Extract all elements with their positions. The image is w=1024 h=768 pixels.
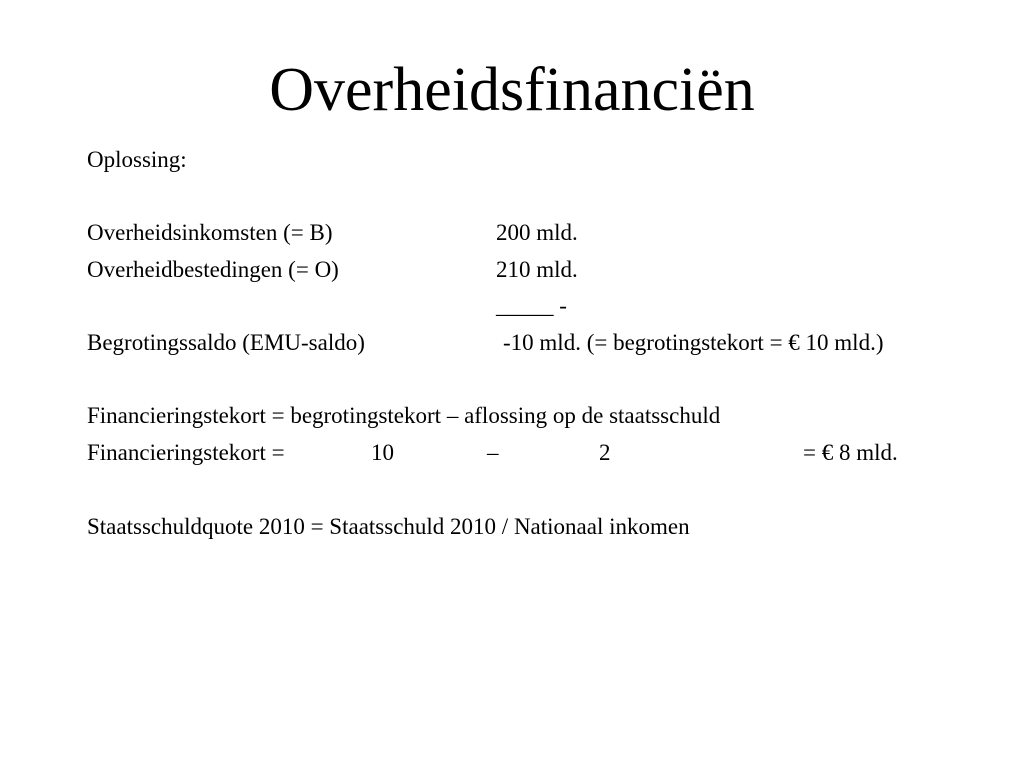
balance-label: Begrotingssaldo (EMU-saldo): [87, 330, 365, 355]
financing-calc-result: = € 8 mld.: [803, 440, 898, 465]
intro-text: Oplossing:: [87, 147, 187, 172]
debt-ratio-formula: Staatsschuldquote 2010 = Staatsschuld 2010 / Nationaal inkomen: [87, 514, 690, 539]
subtraction-line: _____ -: [496, 293, 567, 318]
spending-value: 210 mld.: [496, 257, 578, 282]
financing-calc-second: 2: [599, 440, 611, 465]
income-value: 200 mld.: [496, 220, 578, 245]
financing-calc-label: Financieringstekort =: [87, 440, 285, 465]
financing-calc-operator: –: [487, 440, 499, 465]
balance-value: -10 mld. (= begrotingstekort = € 10 mld.): [503, 330, 884, 355]
spending-label: Overheidbestedingen (= O): [87, 257, 339, 282]
financing-formula: Financieringstekort = begrotingstekort – aflossing op de staatsschuld: [87, 403, 721, 428]
income-label: Overheidsinkomsten (= B): [87, 220, 333, 245]
slide-title: Overheidsfinanciën: [269, 56, 755, 124]
financing-calc-first: 10: [371, 440, 394, 465]
